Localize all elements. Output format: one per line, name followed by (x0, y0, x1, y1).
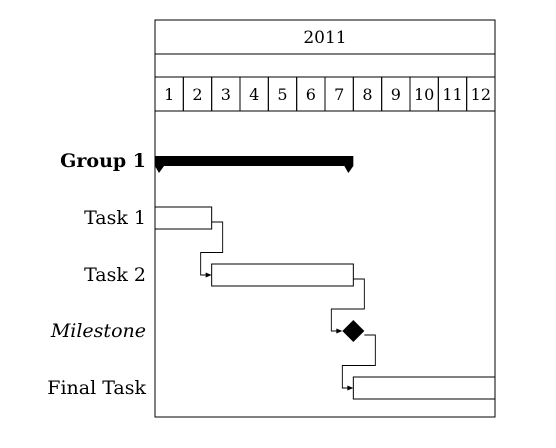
month-label: 2 (192, 85, 203, 104)
month-label: 8 (362, 85, 373, 104)
task-bars (155, 156, 495, 399)
month-label: 7 (334, 85, 345, 104)
year-header-label: 2011 (303, 28, 347, 48)
row-label: Task 2 (84, 264, 146, 286)
dependency-arrowhead (347, 386, 353, 391)
month-header-row (155, 77, 495, 111)
task-bar (155, 207, 212, 229)
row-labels (47, 150, 146, 399)
month-label: 10 (413, 85, 435, 104)
row-label: Task 1 (84, 207, 146, 229)
month-label: 4 (249, 85, 260, 104)
month-label: 1 (164, 85, 175, 104)
month-label: 11 (442, 85, 463, 104)
row-label: Final Task (47, 377, 146, 399)
group-bar-left-cap (155, 166, 164, 173)
month-label: 9 (390, 85, 401, 104)
dependency-links (201, 222, 376, 391)
task-bar (212, 264, 354, 286)
month-label: 5 (277, 85, 288, 104)
month-label: 6 (305, 85, 316, 104)
dependency-arrowhead (336, 329, 342, 334)
row-label: Milestone (50, 320, 146, 342)
dependency-arrowhead (206, 273, 212, 278)
group-bar (155, 156, 353, 166)
group-bar-right-cap (344, 166, 353, 173)
dependency-link (331, 279, 364, 331)
milestone-diamond (342, 320, 364, 342)
month-label: 3 (220, 85, 231, 104)
month-label: 12 (470, 85, 492, 104)
task-bar (353, 377, 495, 399)
row-label: Group 1 (60, 150, 146, 172)
